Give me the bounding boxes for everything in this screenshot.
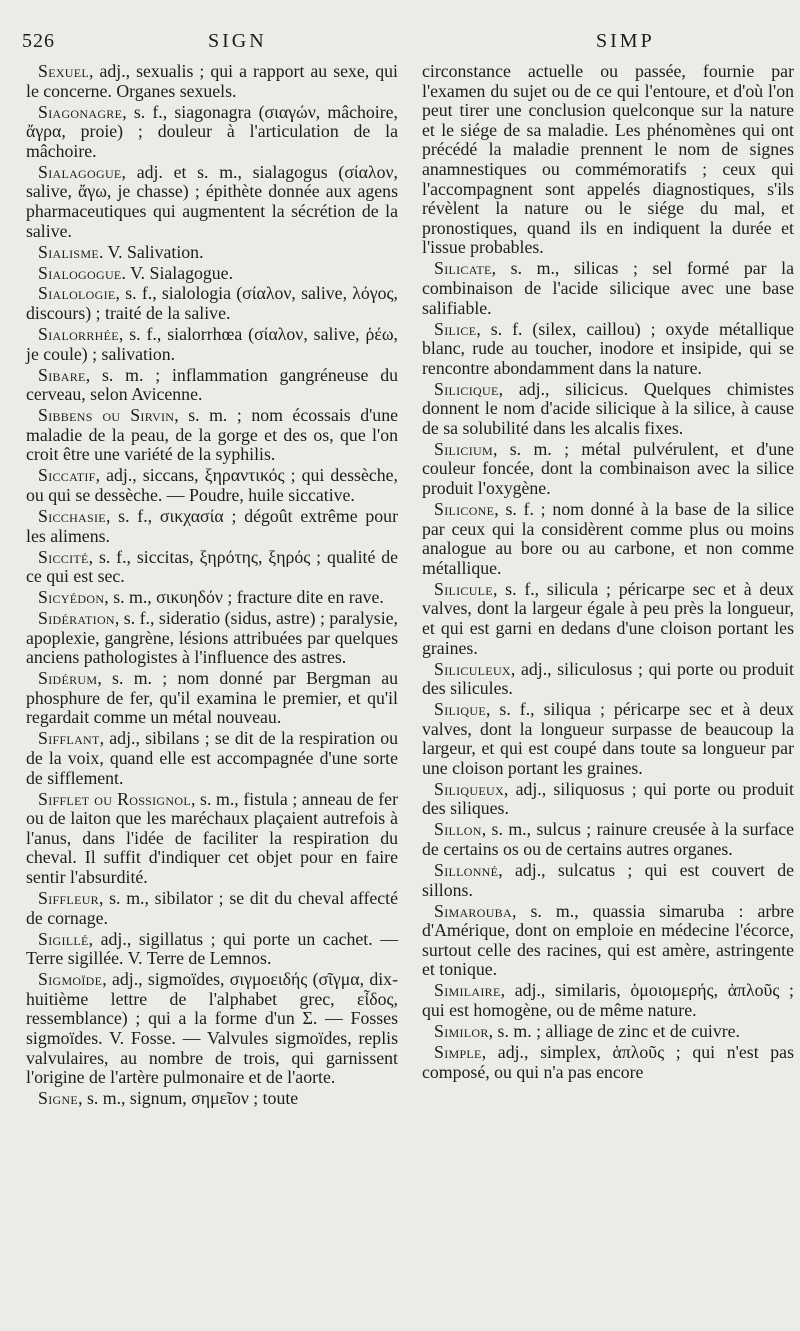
entry-headword: Sifflant [38, 728, 100, 749]
entry-text: , adj., siccans, ξηραντικός ; qui dessèche, ou qui se dessèche. — Poudre, huile siccative. [26, 465, 398, 505]
dictionary-entry [26, 970, 398, 1088]
entry-headword: Sigmoïde [38, 969, 103, 990]
entry-text: , s. m. ; alliage de zinc et de cuivre. [488, 1020, 740, 1041]
entry-headword: Sillonné [434, 860, 499, 881]
entry-text: , adj., sibilans ; se dit de la respiration ou de la voix, quand elle est accompagnée d'une sorte de sifflement. [26, 728, 398, 788]
entry-text: , adj., sigillatus ; qui porte un cachet. — Terre sigillée. V. Terre de Lemnos. [26, 928, 398, 969]
entry-text: , s. f. (silex, caillou) ; oxyde métallique blanc, rude au toucher, inodore et insipide, qui se rencontre abondamment dans la nature. [422, 318, 794, 378]
entry-text: , s. m., sibilator ; se dit du cheval affecté de cornage. [26, 887, 398, 928]
dictionary-entry [26, 588, 398, 608]
entry-text: , s. m., quassia simaruba : arbre d'Amérique, dont on emploie en médecine l'écorce, surtout celle des racines, qui est amère, astringente et tonique. [422, 900, 794, 980]
dictionary-entry [422, 981, 794, 1020]
entry-headword: Sicchasie [38, 505, 106, 526]
entry-text: , s. m., silicas ; sel formé par la combinaison de l'acide silicique avec une base salifiable. [422, 258, 794, 318]
entry-headword: Silicone [434, 499, 495, 520]
dictionary-entry [422, 1043, 794, 1082]
running-head-right: SIMP [596, 30, 655, 52]
left-column [26, 62, 398, 1110]
page-header [22, 30, 780, 56]
dictionary-entry [26, 406, 398, 465]
dictionary-entry [422, 62, 794, 258]
entry-headword: Sigillé [38, 928, 89, 949]
dictionary-entry [26, 366, 398, 405]
entry-headword: Simple [434, 1041, 482, 1062]
entry-headword: Siliqueux [434, 778, 504, 799]
dictionary-entry [422, 700, 794, 778]
dictionary-entry [26, 729, 398, 788]
entry-headword: Sidérum [38, 668, 98, 689]
entry-text: , s. f., sideratio (sidus, astre) ; paralysie, apoplexie, gangrène, lésions attribuées par quelques anciens pathologistes à l'influence des astres. [26, 608, 398, 668]
entry-text: , s. m., σικυηδόν ; fracture dite en rave. [104, 587, 384, 608]
entry-headword: Siccatif [38, 465, 96, 486]
entry-headword: Sifflet ou Rossignol [38, 788, 191, 809]
entry-text: , s. m., fistula ; anneau de fer ou de laiton que les maréchaux plaçaient autrefois à l'anus, dans l'idée de faciliter la respiration du cheval. Il suffit d'indiquer cet objet pour en faire sentir l'absurdité. [26, 788, 398, 887]
entry-headword: Silicate [434, 258, 492, 279]
dictionary-entry [26, 103, 398, 162]
dictionary-entry [422, 380, 794, 439]
entry-text: . V. Sialagogue. [121, 262, 234, 283]
entry-text: , adj. et s. m., sialagogus (σίαλον, salive, ἄγω, je chasse) ; épithète donnée aux agens pharmaceutiques qui augmentent la sécrétion de la salive. [26, 161, 398, 241]
entry-headword: Similaire [434, 980, 501, 1001]
entry-text: , s. m. ; métal pulvérulent, et d'une couleur foncée, dont la combinaison avec la silice produit l'oxygène. [422, 438, 794, 499]
entry-headword: Silicule [434, 578, 493, 599]
dictionary-entry [26, 62, 398, 101]
entry-headword: Silicique [434, 378, 499, 399]
entry-text: , s. f., sialologia (σίαλον, salive, λόγος, discours) ; traité de la salive. [26, 283, 398, 324]
dictionary-entry [26, 264, 398, 284]
entry-headword: Siagonagre [38, 101, 123, 122]
entry-text: , adj., siliculosus ; qui porte ou produit des silicules. [422, 658, 794, 699]
dictionary-entry [26, 790, 398, 888]
entry-headword: Sicyédon [38, 587, 105, 608]
entry-headword: Sialogogue [38, 262, 122, 283]
entry-headword: Sibare [38, 364, 86, 385]
entry-text: , s. m. ; nom donné par Bergman au phosphure de fer, qu'il examina le premier, et qu'il regardait comme un métal nouveau. [26, 668, 398, 728]
entry-headword: Signe [38, 1088, 79, 1109]
dictionary-entry [26, 466, 398, 505]
entry-text: . V. Salivation. [98, 241, 204, 262]
running-head-left: SIGN [208, 30, 267, 52]
entry-headword: Silique [434, 699, 486, 720]
dictionary-entry [422, 580, 794, 658]
entry-text: , s. f., siagonagra (σιαγών, mâchoire, ἄγρα, proie) ; douleur à l'articulation de la mâchoire. [26, 101, 398, 161]
entry-text: , s. f., σικχασία ; dégoût extrême pour les alimens. [26, 505, 398, 546]
dictionary-entry [422, 660, 794, 699]
dictionary-entry [26, 284, 398, 323]
entry-text: circonstance actuelle ou passée, fournie par l'examen du sujet ou de ce qui l'entoure, et d'où l'on peut tirer une conclusion quelconque sur la nature et le siége de sa maladie. Les phénomènes qui ont précédé la maladie prennent le nom de signes anamnestiques ou commémoratifs ; ceux qui l'accompagnent sont appelés diagnostiques, s'ils révèlent la nature ou le siége du mal, et pronostiques, quand ils en indiquent la durée et l'issue probables. [422, 61, 794, 258]
dictionary-entry [422, 440, 794, 499]
entry-text: , adj., sexualis ; qui a rapport au sexe, qui le concerne. Organes sexuels. [26, 61, 398, 101]
entry-headword: Silicium [434, 438, 493, 459]
dictionary-entry [422, 780, 794, 819]
entry-headword: Sillon [434, 819, 482, 840]
dictionary-entry [26, 548, 398, 587]
dictionary-entry [422, 820, 794, 859]
entry-headword: Siliculeux [434, 658, 511, 679]
entry-text: , s. f., siliqua ; péricarpe sec et à deux valves, dont la longueur surpasse de beaucoup la largeur, et qui est coupé dans toute sa longueur par une cloison portant les graines. [422, 699, 794, 778]
entry-text: , s. f. ; nom donné à la base de la silice par ceux qui la considèrent comme plus ou moins analogue au bore ou au carbone, et non comme métallique. [422, 499, 794, 578]
entry-text: , adj., siliquosus ; qui porte ou produit des siliques. [422, 778, 794, 819]
entry-text: , adj., silicicus. Quelques chimistes donnent le nom d'acide silicique à la silice, à cause de sa solubilité dans les alcalis fixes. [422, 378, 794, 438]
entry-headword: Similor [434, 1020, 489, 1041]
dictionary-entry [26, 889, 398, 928]
entry-headword: Siffleur [38, 887, 99, 908]
entry-text: , adj., simplex, ἁπλοῦς ; qui n'est pas composé, ou qui n'a pas encore [422, 1041, 794, 1082]
dictionary-entry [26, 507, 398, 546]
entry-headword: Sialorrhée [38, 324, 119, 345]
entry-headword: Siccité [38, 546, 89, 567]
entry-headword: Sialisme [38, 241, 99, 262]
dictionary-entry [422, 861, 794, 900]
dictionary-entry [26, 163, 398, 241]
entry-text: , s. m., sulcus ; rainure creusée à la surface de certains os ou de certains autres organes. [422, 819, 794, 860]
entry-headword: Simarouba [434, 900, 512, 921]
dictionary-entry [26, 930, 398, 969]
page-number: 526 [22, 30, 55, 52]
dictionary-entry [422, 902, 794, 980]
entry-text: , s. m., signum, σημεῖον ; toute [78, 1088, 299, 1109]
entry-headword: Sidération [38, 608, 115, 629]
entry-text: , s. m. ; nom écossais d'une maladie de la peau, de la gorge et des os, que l'on croit être une variété de la syphilis. [26, 405, 398, 465]
entry-text: , adj., similaris, ὁμοιομερής, ἁπλοῦς ; qui est homogène, ou de même nature. [422, 980, 794, 1020]
dictionary-entry [422, 1022, 794, 1042]
entry-headword: Sialagogue [38, 161, 122, 182]
entry-text: , adj., sulcatus ; qui est couvert de sillons. [422, 860, 794, 900]
entry-text: , s. f., siccitas, ξηρότης, ξηρός ; qualité de ce qui est sec. [26, 546, 398, 587]
entry-text: , s. f., sialorrhœa (σίαλον, salive, ῥέω, je coule) ; salivation. [26, 324, 398, 364]
dictionary-entry [26, 243, 398, 263]
entry-text: , s. m. ; inflammation gangréneuse du cerveau, selon Avicenne. [26, 364, 398, 405]
dictionary-entry [422, 320, 794, 379]
right-column [422, 62, 794, 1084]
dictionary-entry [26, 325, 398, 364]
entry-text: , s. f., silicula ; péricarpe sec et à deux valves, dont la largeur égale à peu près la longueur, et qui est garni en dedans d'une cloison portant les graines. [422, 578, 794, 658]
entry-headword: Sialologie [38, 283, 116, 304]
dictionary-entry [26, 609, 398, 668]
dictionary-entry [422, 500, 794, 578]
dictionary-entry [422, 259, 794, 318]
entry-headword: Silice [434, 318, 477, 339]
dictionary-entry [26, 669, 398, 728]
entry-text: , adj., sigmoïdes, σιγμοειδής (σῖγμα, dix-huitième lettre de l'alphabet grec, εἶδος, ressemblance) ; qui a la forme d'un Σ. — Fosses sigmoïdes. V. Fosse. — Valvules sigmoïdes, replis valvulaires, au nombre de trois, qui garnissent l'origine de l'artère pulmonaire et de l'aorte. [26, 969, 398, 1088]
entry-headword: Sibbens ou Sirvin [38, 405, 175, 426]
entry-headword: Sexuel [38, 61, 90, 81]
dictionary-entry [26, 1089, 398, 1109]
